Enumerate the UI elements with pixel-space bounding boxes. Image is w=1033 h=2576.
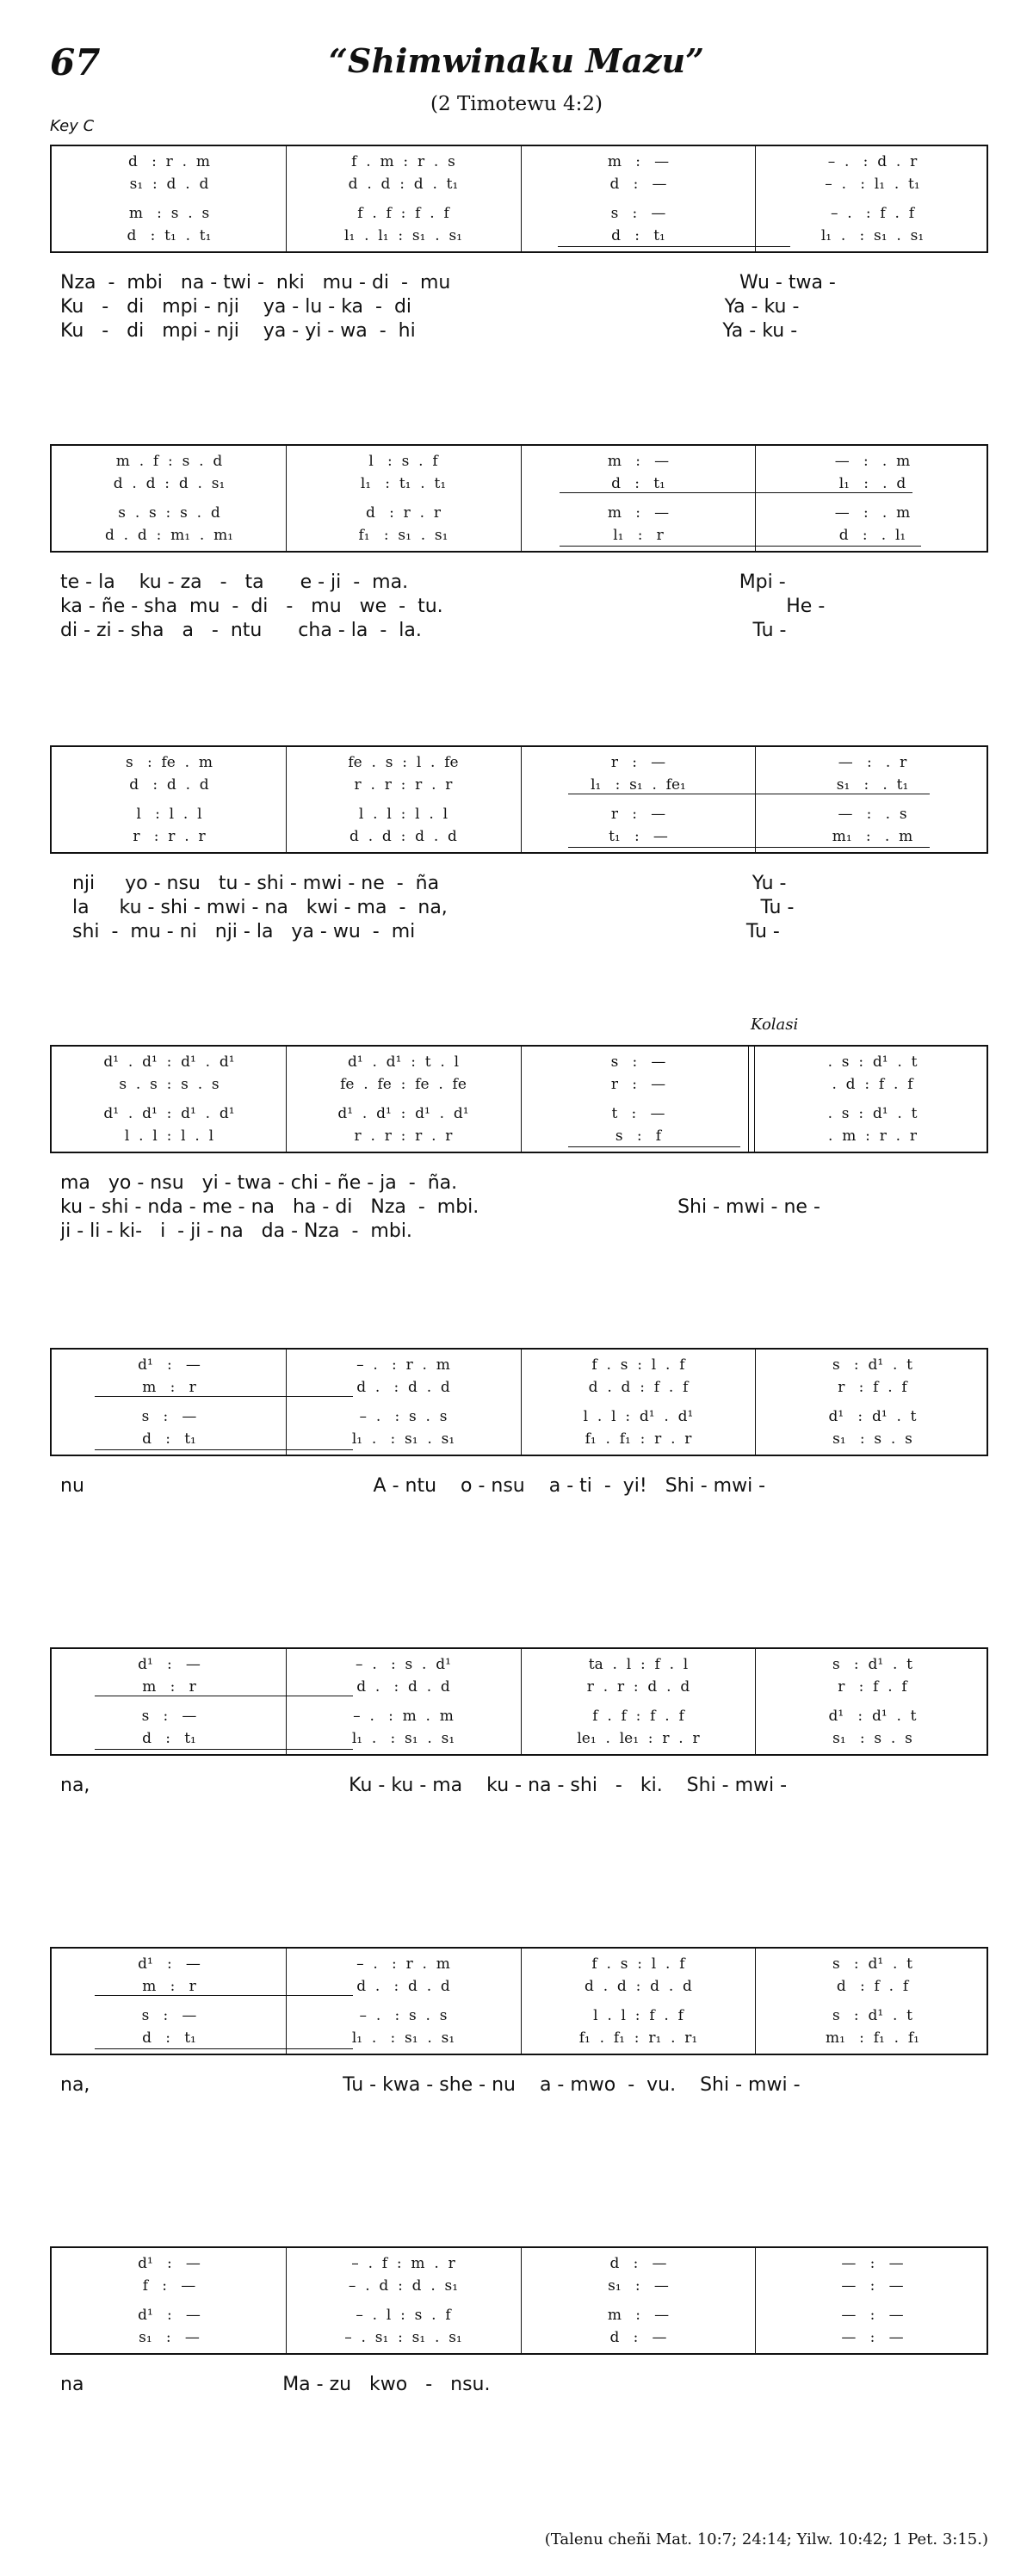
- measure-notes: d¹ . d¹ : t . l: [347, 1053, 460, 1071]
- measure-notes: . m : r . r: [828, 1127, 917, 1145]
- measure-notes: f₁ . f₁ : r₁ . r₁: [578, 2029, 698, 2047]
- measure-notes: – . : s . s: [359, 1408, 448, 1425]
- lyric-line: na, Ku - ku - ma ku - na - shi - ki. Shi - mwi -: [60, 1775, 788, 1796]
- measure-notes: d . d : d . s₁: [113, 475, 226, 492]
- lyric-line: shi - mu - ni nji - la ya - wu - mi Tu -: [60, 921, 780, 942]
- measure-notes: d . d : f . f: [588, 1379, 689, 1396]
- footnote: (Talenu cheñi Mat. 10:7; 24:14; Yilw. 10:42; 1 Pet. 3:15.): [544, 2530, 988, 2548]
- measure-notes: s₁ : . t₁: [836, 776, 909, 794]
- measure-notes: m : r: [142, 1379, 196, 1396]
- measure-notes: r . r : r . r: [354, 776, 453, 794]
- measure-notes: m : r: [142, 1678, 196, 1696]
- measure-notes: l . l : f . f: [593, 2007, 684, 2024]
- bass-row: [52, 1429, 987, 1449]
- measure-notes: s₁ : d . d: [129, 176, 209, 193]
- soprano-row: [52, 2253, 987, 2274]
- measure-notes: m₁ : f₁ . f₁: [826, 2029, 919, 2047]
- tie-line: [560, 492, 912, 493]
- lyric-line: di - zi - sha a - ntu cha - la - la. Tu -: [60, 620, 787, 641]
- measure-notes: s : d¹ . t: [832, 1356, 913, 1374]
- soprano-row: [52, 151, 987, 172]
- measure-notes: fe . fe : fe . fe: [340, 1076, 467, 1093]
- measure-notes: s : —: [141, 1708, 197, 1725]
- measure-notes: s : —: [141, 2007, 197, 2024]
- measure-notes: – . : m . m: [353, 1708, 454, 1725]
- measure-notes: f₁ : s₁ . s₁: [358, 527, 448, 544]
- measure-notes: d : r . r: [366, 504, 441, 522]
- measure-notes: d¹ : —: [138, 2307, 201, 2324]
- lyric-line: te - la ku - za - ta e - ji - ma. Mpi -: [60, 571, 786, 593]
- measure-notes: l : l . l: [136, 806, 202, 823]
- tie-line: [95, 1749, 353, 1750]
- measure-notes: d : f . f: [836, 1978, 909, 1995]
- measure-notes: — : —: [841, 2277, 904, 2295]
- measure-notes: d : —: [609, 2329, 667, 2346]
- bass-row: [52, 2028, 987, 2048]
- tenor-row: [52, 1103, 987, 1124]
- music-system: [50, 1045, 988, 1153]
- measure-notes: le₁ . le₁ : r . r: [577, 1730, 700, 1747]
- lyric-line: na Ma - zu kwo - nsu.: [60, 2374, 491, 2395]
- lyric-line: ka - ñe - sha mu - di - mu we - tu. He -: [60, 596, 826, 617]
- measure-notes: s₁ : —: [608, 2277, 669, 2295]
- tie-line: [95, 2048, 353, 2049]
- measure-notes: d . d : d . d: [349, 828, 457, 845]
- measure-notes: – . : f . f: [830, 205, 915, 222]
- measure-notes: — : —: [841, 2329, 904, 2346]
- measure-notes: – . : l₁ . t₁: [825, 176, 920, 193]
- measure-notes: . s : d¹ . t: [827, 1053, 918, 1071]
- measure-notes: – . l : s . f: [356, 2307, 451, 2324]
- soprano-row: [52, 451, 987, 472]
- measure-notes: r : —: [610, 806, 666, 823]
- measure-notes: m : r: [142, 1978, 196, 1995]
- measure-notes: f . f : f . f: [357, 205, 449, 222]
- measure-notes: l : s . f: [368, 453, 438, 470]
- lyric-line: na, Tu - kwa - she - nu a - mwo - vu. Shi - mwi -: [60, 2074, 801, 2096]
- alto-row: [52, 2276, 987, 2296]
- measure-notes: d : t₁: [142, 2029, 196, 2047]
- hymn-title: “Shimwinaku Mazu”: [329, 41, 704, 80]
- measure-notes: fe . s : l . fe: [348, 754, 459, 771]
- tie-line: [95, 1449, 353, 1450]
- tenor-row: [52, 503, 987, 523]
- lyric-line: la ku - shi - mwi - na kwi - ma - na, Tu -: [60, 897, 795, 918]
- measure-notes: l₁ : r: [613, 527, 664, 544]
- measure-notes: – . : d . r: [827, 153, 918, 170]
- lyric-line: Ku - di mpi - nji ya - lu - ka - di Ya - ku -: [60, 296, 800, 318]
- measure-notes: f : —: [142, 2277, 196, 2295]
- measure-notes: m : —: [607, 153, 670, 170]
- measure-notes: f₁ . f₁ : r . r: [585, 1430, 692, 1448]
- measure-notes: s : fe . m: [126, 754, 213, 771]
- measure-notes: d . : d . d: [356, 1379, 450, 1396]
- measure-notes: . d : f . f: [832, 1076, 913, 1093]
- alto-row: [52, 473, 987, 494]
- lyric-line: nji yo - nsu tu - shi - mwi - ne - ña Yu -: [60, 873, 787, 894]
- alto-row: [52, 174, 987, 195]
- soprano-row: [52, 1052, 987, 1072]
- measure-notes: — : . m: [834, 504, 911, 522]
- measure-notes: t₁ : —: [609, 828, 668, 845]
- measure-notes: d¹ : —: [138, 1356, 201, 1374]
- measure-notes: t : —: [611, 1105, 665, 1122]
- alto-row: [52, 1377, 987, 1398]
- measure-notes: d : t₁: [142, 1730, 196, 1747]
- measure-notes: l . l : d¹ . d¹: [583, 1408, 694, 1425]
- measure-notes: d : . l₁: [838, 527, 906, 544]
- measure-notes: r . r : r . r: [354, 1127, 453, 1145]
- tenor-row: [52, 203, 987, 224]
- tie-line: [95, 1396, 353, 1397]
- measure-notes: – . : s . s: [359, 2007, 448, 2024]
- alto-row: [52, 775, 987, 795]
- measure-notes: l₁ . l₁ : s₁ . s₁: [344, 227, 462, 244]
- measure-notes: d . : d . d: [356, 1678, 450, 1696]
- measure-notes: d : t₁: [611, 227, 665, 244]
- soprano-row: [52, 1355, 987, 1375]
- measure-notes: l₁ . : s₁ . s₁: [351, 1430, 455, 1448]
- measure-notes: d . d : d . d: [585, 1978, 692, 1995]
- music-system: [50, 444, 988, 553]
- measure-notes: — : —: [841, 2255, 904, 2272]
- measure-notes: d : —: [609, 2255, 667, 2272]
- key-signature: Key C: [50, 117, 95, 135]
- measure-notes: s₁ : s . s: [832, 1430, 912, 1448]
- measure-notes: m₁ : . m: [832, 828, 913, 845]
- measure-notes: s : —: [610, 205, 666, 222]
- measure-notes: s : d¹ . t: [832, 1955, 913, 1973]
- measure-notes: d¹ . d¹ : d¹ . d¹: [103, 1105, 235, 1122]
- measure-notes: l₁ . : s₁ . s₁: [351, 2029, 455, 2047]
- measure-notes: – . : s . d¹: [356, 1656, 451, 1673]
- music-system: [50, 745, 988, 854]
- tenor-row: [52, 2005, 987, 2026]
- lyric-line: Nza - mbi na - twi - nki mu - di - mu Wu - twa -: [60, 272, 836, 293]
- measure-notes: ta . l : f . l: [588, 1656, 689, 1673]
- tenor-row: [52, 1706, 987, 1727]
- measure-notes: l₁ : . d: [838, 475, 906, 492]
- measure-notes: d¹ : —: [138, 1955, 201, 1973]
- measure-notes: m . f : s . d: [115, 453, 223, 470]
- measure-notes: s . s : s . s: [119, 1076, 220, 1093]
- bass-row: [52, 225, 987, 246]
- measure-notes: m : —: [607, 504, 670, 522]
- measure-notes: r : f . f: [838, 1678, 907, 1696]
- measure-notes: d : t₁ . t₁: [127, 227, 212, 244]
- measure-notes: r : r . r: [133, 828, 206, 845]
- measure-notes: s : d¹ . t: [832, 1656, 913, 1673]
- alto-row: [52, 1677, 987, 1697]
- tie-line: [95, 1995, 353, 1996]
- measure-notes: r : —: [610, 1076, 666, 1093]
- chorus-label: Kolasi: [751, 1016, 799, 1034]
- measure-notes: – . f : m . r: [351, 2255, 455, 2272]
- bass-row: [52, 1728, 987, 1749]
- music-system: [50, 2246, 988, 2355]
- soprano-row: [52, 752, 987, 773]
- hymn-number: 67: [50, 41, 101, 83]
- lyric-line: ma yo - nsu yi - twa - chi - ñe - ja - ña.: [60, 1172, 458, 1194]
- lyric-line: nu A - ntu o - nsu a - ti - yi! Shi - mwi -: [60, 1475, 766, 1497]
- measure-notes: d¹ : —: [138, 2255, 201, 2272]
- music-system: [50, 145, 988, 253]
- measure-notes: d : —: [609, 176, 667, 193]
- measure-notes: d¹ : d¹ . t: [828, 1708, 917, 1725]
- measure-notes: – . s₁ : s₁ . s₁: [344, 2329, 462, 2346]
- soprano-row: [52, 1954, 987, 1974]
- soprano-row: [52, 1654, 987, 1675]
- lyric-line: Ku - di mpi - nji ya - yi - wa - hi Ya - ku -: [60, 320, 798, 342]
- measure-notes: f . m : r . s: [351, 153, 455, 170]
- bass-row: [52, 525, 987, 546]
- measure-notes: d : t₁: [142, 1430, 196, 1448]
- measure-notes: d . d : m₁ . m₁: [104, 527, 233, 544]
- measure-notes: s : f: [615, 1127, 662, 1145]
- lyric-line: ku - shi - nda - me - na ha - di Nza - mbi. Shi - mwi - ne -: [60, 1196, 820, 1218]
- tenor-row: [52, 2305, 987, 2326]
- measure-notes: s : —: [610, 1053, 666, 1071]
- measure-notes: d : t₁: [611, 475, 665, 492]
- measure-notes: f . s : l . f: [591, 1356, 685, 1374]
- measure-notes: — : . s: [838, 806, 907, 823]
- measure-notes: l . l : l . l: [358, 806, 448, 823]
- measure-notes: f . f : f . f: [592, 1708, 684, 1725]
- tie-line: [558, 246, 790, 247]
- measure-notes: l . l : l . l: [124, 1127, 214, 1145]
- measure-notes: d : r . m: [128, 153, 210, 170]
- measure-notes: l₁ : s₁ . fe₁: [591, 776, 686, 794]
- music-system: [50, 1348, 988, 1456]
- measure-notes: — : . r: [838, 754, 907, 771]
- measure-notes: d¹ : d¹ . t: [828, 1408, 917, 1425]
- music-system: [50, 1947, 988, 2055]
- measure-notes: — : . m: [834, 453, 911, 470]
- measure-notes: . s : d¹ . t: [827, 1105, 918, 1122]
- tenor-row: [52, 1406, 987, 1427]
- measure-notes: s : d¹ . t: [832, 2007, 913, 2024]
- alto-row: [52, 1976, 987, 1997]
- measure-notes: d¹ . d¹ : d¹ . d¹: [103, 1053, 235, 1071]
- measure-notes: — : —: [841, 2307, 904, 2324]
- tenor-row: [52, 804, 987, 825]
- measure-notes: s . s : s . d: [118, 504, 220, 522]
- lyric-line: ji - li - ki- i - ji - na da - Nza - mbi.: [60, 1220, 412, 1242]
- measure-notes: – . : r . m: [356, 1356, 450, 1374]
- bass-row: [52, 826, 987, 847]
- measure-notes: d . : d . d: [356, 1978, 450, 1995]
- measure-notes: r : —: [610, 754, 666, 771]
- measure-notes: – . : r . m: [356, 1955, 450, 1973]
- measure-notes: – . d : d . s₁: [348, 2277, 459, 2295]
- measure-notes: d¹ . d¹ : d¹ . d¹: [337, 1105, 469, 1122]
- tie-line: [568, 1146, 740, 1147]
- alto-row: [52, 1074, 987, 1095]
- measure-notes: d . d : d . t₁: [348, 176, 459, 193]
- measure-notes: d¹ : —: [138, 1656, 201, 1673]
- measure-notes: s : —: [141, 1408, 197, 1425]
- measure-notes: f . s : l . f: [591, 1955, 685, 1973]
- measure-notes: l₁ . : s₁ . s₁: [351, 1730, 455, 1747]
- tie-line: [560, 546, 921, 547]
- tie-line: [568, 847, 930, 848]
- measure-notes: r . r : d . d: [586, 1678, 690, 1696]
- music-system: [50, 1647, 988, 1756]
- measure-notes: r : f . f: [838, 1379, 907, 1396]
- measure-notes: m : s . s: [128, 205, 210, 222]
- bass-row: [52, 2327, 987, 2348]
- bass-row: [52, 1126, 987, 1146]
- measure-notes: l₁ . : s₁ . s₁: [820, 227, 925, 244]
- measure-notes: m : —: [607, 2307, 670, 2324]
- measure-notes: s₁ : s . s: [832, 1730, 912, 1747]
- measure-notes: l₁ : t₁ . t₁: [360, 475, 447, 492]
- measure-notes: m : —: [607, 453, 670, 470]
- measure-notes: s₁ : —: [139, 2329, 200, 2346]
- scripture-reference: (2 Timotewu 4:2): [430, 93, 603, 115]
- measure-notes: d : d . d: [129, 776, 209, 794]
